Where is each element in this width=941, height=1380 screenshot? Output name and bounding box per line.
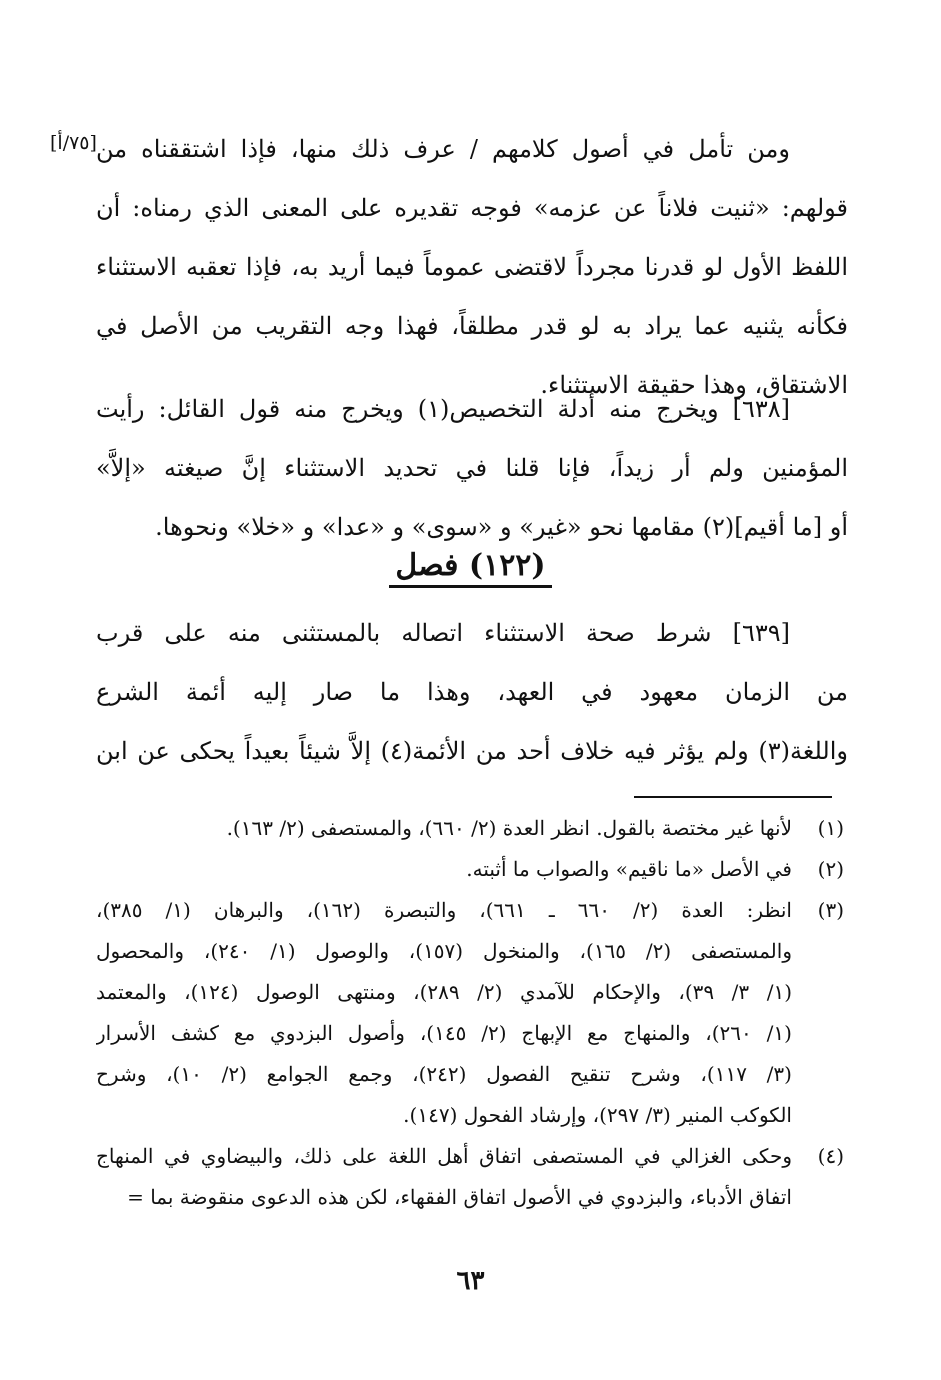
text-line: قولهم: «ثنيت فلاناً عن عزمه» فوجه تقديره على المعنى الذي رمناه: أن bbox=[96, 194, 848, 222]
footnote-3-cont bbox=[96, 931, 844, 972]
footnote-text: (٣/ ١١٧)، وشرح تنقيح الفصول (٢٤٢)، وجمع الجوامع (٢/ ١٠)، وشرح bbox=[96, 1062, 792, 1086]
footnote-text: (١/ ٢٦٠)، والمنهاج مع الإبهاج (٢/ ١٤٥)، وأصول البزدوي مع كشف الأسرار bbox=[96, 1021, 792, 1045]
footnote-text: اتفاق الأدباء، والبزدوي في الأصول اتفاق الفقهاء، لكن هذه الدعوى منقوضة بما = bbox=[127, 1185, 792, 1209]
text-line: اللفظ الأول لو قدرنا مجرداً لاقتضى عموماً فيما أريد به، فإذا تعقبه الاستثناء bbox=[96, 253, 848, 281]
text-line: [٦٣٨] ويخرج منه أدلة التخصيص(١) ويخرج منه قول القائل: رأيت bbox=[96, 395, 790, 423]
footnote-number: (١) bbox=[817, 816, 844, 840]
text-line: من الزمان معهود في العهد، وهذا ما صار إليه أئمة الشرع bbox=[96, 678, 848, 706]
text-line: الاشتقاق، وهذا حقيقة الاستثناء. bbox=[540, 371, 848, 399]
footnote-3-cont bbox=[96, 1054, 844, 1095]
footnote-3 bbox=[96, 890, 844, 931]
text-line: [٦٣٩] شرط صحة الاستثناء اتصاله بالمستثنى منه على قرب bbox=[96, 619, 790, 647]
main-text-block-1 bbox=[96, 120, 848, 415]
text-line: أو [ما أقيم](٢) مقامها نحو «غير» و «سوى» و «عدا» و «خلا» ونحوها. bbox=[155, 513, 848, 541]
footnote-number: (٤) bbox=[817, 1144, 844, 1168]
footnote-text: الكوكب المنير (٣/ ٢٩٧)، وإرشاد الفحول (١٤٧). bbox=[403, 1103, 792, 1127]
main-text-block-3 bbox=[96, 604, 848, 781]
footnote-text: في الأصل «ما ناقيم» والصواب ما أثبته. bbox=[466, 857, 792, 881]
footnote-text: وحكى الغزالي في المستصفى اتفاق أهل اللغة على ذلك، والبيضاوي في المنهاج bbox=[96, 1144, 792, 1168]
text-line: المؤمنين ولم أر زيداً، فإنا قلنا في تحديد الاستثناء إنَّ صيغته «إلاَّ» bbox=[96, 454, 848, 482]
page-number: ٦٣ bbox=[456, 1266, 485, 1296]
footnote-number: (٣) bbox=[817, 898, 844, 922]
footnote-3-cont bbox=[96, 972, 844, 1013]
footnote-text: انظر: العدة (٢/ ٦٦٠ ـ ٦٦١)، والتبصرة (١٦٢)، والبرهان (١/ ٣٨٥)، bbox=[96, 898, 792, 922]
footnote-text: (١/ ٣/ ٣٩)، والإحكام للآمدي (٢/ ٢٨٩)، ومنتهى الوصول (١٢٤)، والمعتمد bbox=[96, 980, 792, 1004]
text-line: ومن تأمل في أصول كلامهم / عرف ذلك منها، فإذا اشتققناه من bbox=[96, 135, 790, 163]
footnotes bbox=[96, 808, 844, 1218]
section-heading-text: (١٢٢) فصل bbox=[389, 548, 551, 588]
footnote-4 bbox=[96, 1136, 844, 1177]
footnote-3-cont bbox=[96, 1013, 844, 1054]
footnote-3-cont bbox=[96, 1095, 844, 1136]
footnote-separator bbox=[634, 796, 832, 798]
footnote-text: لأنها غير مختصة بالقول. انظر العدة (٢/ ٦٦٠)، والمستصفى (٢/ ١٦٣). bbox=[226, 816, 792, 840]
margin-folio-note: [٧٥/أ] bbox=[50, 132, 97, 154]
text-line: واللغة(٣) ولم يؤثر فيه خلاف أحد من الأئمة(٤) إلاَّ شيئاً بعيداً يحكى عن ابن bbox=[96, 737, 848, 765]
footnote-1 bbox=[96, 808, 844, 849]
main-text-block-2 bbox=[96, 380, 848, 557]
section-heading bbox=[0, 548, 941, 583]
footnote-2 bbox=[96, 849, 844, 890]
footnote-4-cont bbox=[96, 1177, 844, 1218]
text-line: فكأنه يثنيه عما يراد به لو قدر مطلقاً، فهذا وجه التقريب من الأصل في bbox=[96, 312, 848, 340]
footnote-number: (٢) bbox=[817, 857, 844, 881]
footnote-text: والمستصفى (٢/ ١٦٥)، والمنخول (١٥٧)، والوصول (١/ ٢٤٠)، والمحصول bbox=[96, 939, 792, 963]
